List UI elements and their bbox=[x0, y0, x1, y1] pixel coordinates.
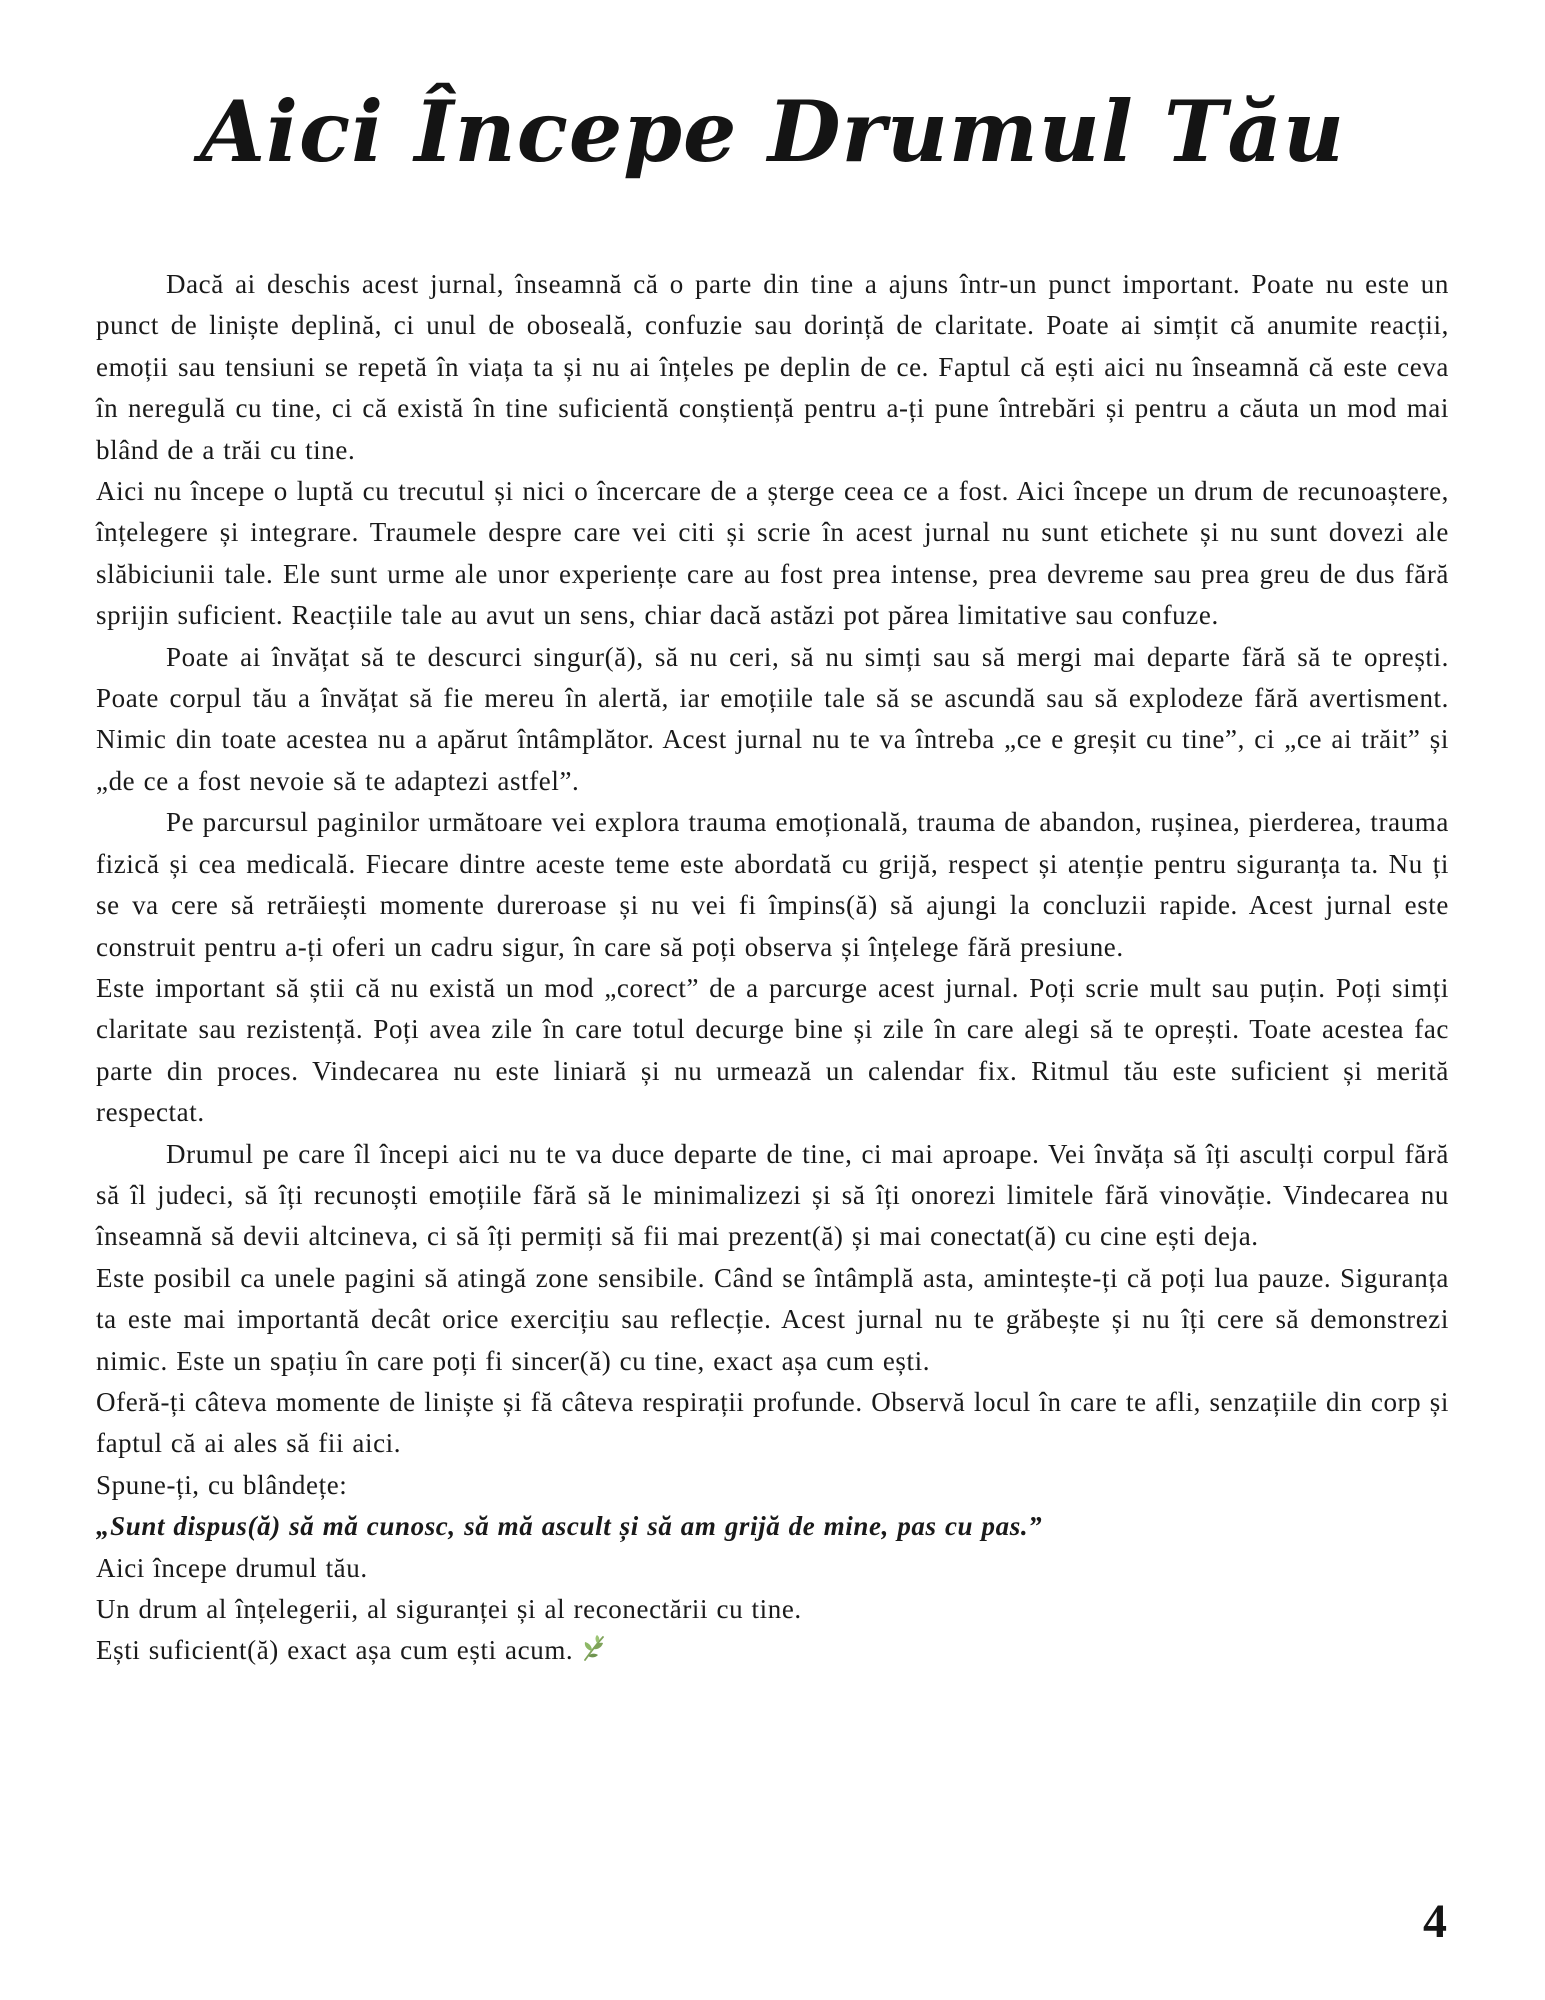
paragraph-themes: Pe parcursul paginilor următoare vei explora trauma emoțională, trauma de abandon, rușinea, pierderea, trauma fizică și cea medicală. Fiecare dintre aceste teme este abordată cu grijă, respect și atenție pentru siguranța ta. Nu ți se va cere să retrăiești momente dureroase și nu vei fi împins(ă) să ajungi la concluzii rapide. Acest jurnal este construit pentru a-ți oferi un cadru sigur, în care să poți observa și înțelege fără presiune. bbox=[96, 807, 1449, 962]
paragraph-breathe: Oferă-ți câteva momente de liniște și fă câteva respirații profunde. Observă locul în care te afli, senzațiile din corp și faptul că ai ales să fii aici. bbox=[96, 1386, 1449, 1459]
closing-line-3: Ești suficient(ă) exact așa cum ești acum. bbox=[96, 1635, 574, 1666]
paragraph-adaptation: Poate ai învățat să te descurci singur(ă), să nu ceri, să nu simți sau să mergi mai departe fără să te oprești. Poate corpul tău a învățat să fie mereu în alertă, iar emoțiile tale să se ascundă sau să explodeze fără avertisment. Nimic din toate acestea nu a apărut întâmplător. Acest jurnal nu te va întreba „ce e greșit cu tine”, ci „ce ai trăit” și „de ce a fost nevoie să te adaptezi astfel”. bbox=[96, 641, 1449, 796]
paragraph-intro: Dacă ai deschis acest jurnal, înseamnă că o parte din tine a ajuns într-un punct important. Poate nu este un punct de liniște deplină, ci unul de oboseală, confuzie sau dorință de claritate. Poate ai simțit că anumite reacții, emoții sau tensiuni se repetă în viața ta și nu ai înțeles pe deplin de ce. Faptul că ești aici nu înseamnă că este ceva în neregulă cu tine, ci că există în tine suficientă conștiență pentru a-ți pune întrebări și pentru a căuta un mod mai blând de a trăi cu tine. bbox=[96, 269, 1449, 465]
paragraph-sensitive: Este posibil ca unele pagini să atingă zone sensibile. Când se întâmplă asta, amintește-ți că poți lua pauze. Siguranța ta este mai importantă decât orice exercițiu sau reflecție. Acest jurnal nu te grăbește și nu îți cere să demonstrezi nimic. Este un spațiu în care poți fi sincer(ă) cu tine, exact așa cum ești. bbox=[96, 1262, 1449, 1376]
page-title: Aici Începe Drumul Tău bbox=[199, 82, 1346, 181]
body-text bbox=[96, 264, 1449, 1672]
prompt-line: Spune-ți, cu blândețe: bbox=[96, 1469, 348, 1500]
paragraph-path: Aici nu începe o luptă cu trecutul și nici o încercare de a șterge ceea ce a fost. Aici începe un drum de recunoaștere, înțelegere și integrare. Traumele despre care vei citi și scrie în acest jurnal nu sunt etichete și nu sunt dovezi ale slăbiciunii tale. Ele sunt urme ale unor experiențe care au fost prea intense, prea devreme sau prea greu de dus fără sprijin suficient. Reacțiile tale au avut un sens, chiar dacă astăzi pot părea limitative sau confuze. bbox=[96, 476, 1449, 631]
closing-line-2: Un drum al înțelegerii, al siguranței și al reconectării cu tine. bbox=[96, 1594, 802, 1624]
closing-line-3-wrap bbox=[96, 1630, 1449, 1671]
closing-line-1: Aici începe drumul tău. bbox=[96, 1552, 368, 1583]
herb-leaf-icon bbox=[579, 1633, 609, 1663]
affirmation-quote: „Sunt dispus(ă) să mă cunosc, să mă ascult și să am grijă de mine, pas cu pas.” bbox=[96, 1511, 1043, 1542]
page-number: 4 bbox=[1423, 1895, 1447, 1948]
paragraph-closer: Drumul pe care îl începi aici nu te va duce departe de tine, ci mai aproape. Vei învăța să îți asculți corpul fără să îl judeci, să îți recunoști emoțiile fără să le minimalizezi și să îți onorezi limitele fără vinovăție. Vindecarea nu înseamnă să devii altcineva, ci să îți permiți să fii mai prezent(ă) și mai conectat(ă) cu cine ești deja. bbox=[96, 1138, 1449, 1252]
paragraph-no-correct-way: Este important să știi că nu există un mod „corect” de a parcurge acest jurnal. Poți scrie mult sau puțin. Poți simți claritate sau rezistență. Poți avea zile în care totul decurge bine și zile în care alegi să te oprești. Toate acestea fac parte din proces. Vindecarea nu este liniară și nu urmează un calendar fix. Ritmul tău este suficient și merită respectat. bbox=[96, 972, 1449, 1128]
